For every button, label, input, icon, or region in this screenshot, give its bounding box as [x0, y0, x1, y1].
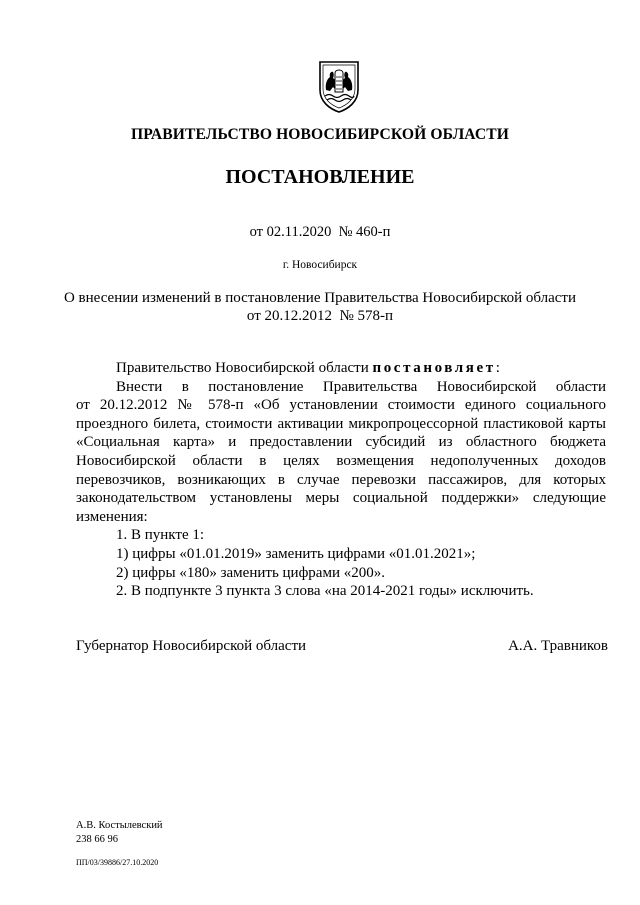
government-heading: ПРАВИТЕЛЬСТВО НОВОСИБИРСКОЙ ОБЛАСТИ — [131, 126, 509, 143]
item-1: 1. В пункте 1: — [116, 527, 205, 544]
city: г. Новосибирск — [282, 259, 358, 271]
document-type-title: ПОСТАНОВЛЕНИЕ — [225, 166, 415, 188]
preamble-paragraph — [76, 359, 606, 378]
amendment-paragraph-line-1: Внести в постановление Правительства Новосибирской области — [116, 378, 606, 395]
signatory-title: Губернатор Новосибирской области — [76, 638, 307, 654]
subject-line-1: О внесении изменений в постановление Правительства Новосибирской области — [63, 290, 577, 306]
item-2: 2. В подпункте 3 пункта 3 слова «на 2014-2021 годы» исключить. — [116, 583, 534, 600]
resolves-word: постановляет — [372, 360, 496, 376]
document-subject — [0, 289, 640, 325]
resolves-colon: : — [495, 360, 500, 376]
subject-line-2: от 20.12.2012 № 578-п — [246, 308, 394, 324]
performer-name: А.В. Костылевский — [76, 820, 163, 831]
document-registration-id: ПП/03/39886/27.10.2020 — [76, 858, 159, 867]
item-1-subitem-2: 2) цифры «180» заменить цифрами «200». — [116, 564, 385, 581]
item-1-subitem-1: 1) цифры «01.01.2019» заменить цифрами «01.01.2021»; — [116, 545, 476, 562]
document-body — [76, 359, 606, 601]
performer-block — [76, 819, 163, 847]
amendment-paragraph-rest: от 20.12.2012 № 578-п «Об установлении стоимости единого социального проездного билета, стоимости активации микропроцессорной пластиковой карты «Социальная карта» и предоставлении субсидий из областного бюджета Новосибирской области в целях возмещения недополученных доходов перевозчиков, возникающих в случае перевозки пассажиров, для которых законодательством установлены меры социальной поддержки» следующие изменения: — [76, 397, 606, 525]
preamble-text: Правительство Новосибирской области — [116, 360, 373, 376]
signatory-name: А.А. Травников — [508, 638, 608, 654]
coat-of-arms-emblem — [316, 60, 362, 114]
date-and-number: от 02.11.2020 № 460-п — [249, 224, 391, 240]
performer-phone: 238 66 96 — [76, 834, 118, 845]
